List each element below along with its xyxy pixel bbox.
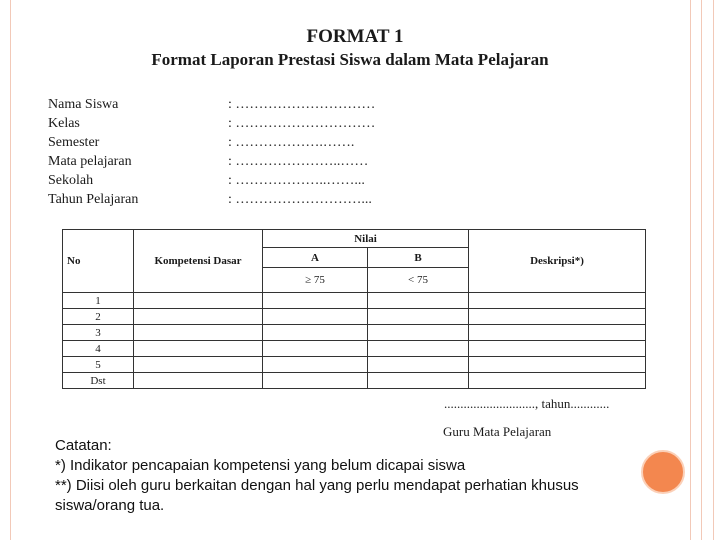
info-row-mapel	[48, 152, 375, 171]
slide-border-right	[690, 0, 702, 540]
cell-kompetensi	[134, 309, 263, 325]
cell-deskripsi	[469, 357, 646, 373]
row-number: 2	[63, 309, 134, 325]
cell-b	[368, 373, 469, 389]
signature-role: Guru Mata Pelajaran	[443, 424, 552, 439]
cell-kompetensi	[134, 341, 263, 357]
document-title: FORMAT 1	[306, 26, 404, 47]
header-a: A	[263, 248, 368, 268]
info-value: : …………………..……	[228, 154, 369, 169]
info-label: Mata pelajaran	[48, 154, 132, 169]
cell-b	[368, 325, 469, 341]
table-row	[63, 293, 646, 309]
row-number: 3	[63, 325, 134, 341]
table-row	[63, 357, 646, 373]
info-label: Nama Siswa	[48, 97, 119, 112]
slide-border-right-outer	[713, 0, 714, 540]
info-value: : ……………….…….	[228, 135, 355, 150]
info-value: : …………………………	[228, 116, 376, 131]
cell-deskripsi	[469, 373, 646, 389]
cell-a	[263, 325, 368, 341]
header-nilai: Nilai	[263, 230, 469, 248]
cell-b	[368, 357, 469, 373]
info-label: Kelas	[48, 116, 80, 131]
table-row	[63, 341, 646, 357]
header-kompetensi: Kompetensi Dasar	[134, 230, 263, 293]
notes-block	[55, 436, 655, 516]
cell-deskripsi	[469, 325, 646, 341]
info-label: Sekolah	[48, 173, 94, 188]
table-row	[63, 325, 646, 341]
table-row	[63, 309, 646, 325]
row-number: 1	[63, 293, 134, 309]
cell-a	[263, 293, 368, 309]
info-row-kelas	[48, 114, 375, 133]
info-row-nama	[48, 95, 375, 114]
info-value: : …………………………	[228, 97, 376, 112]
table-row	[63, 373, 646, 389]
document-subtitle: Format Laporan Prestasi Siswa dalam Mata Pelajaran	[151, 50, 549, 69]
report-table	[62, 229, 646, 389]
notes-heading: Catatan:	[55, 437, 112, 454]
header-b: B	[368, 248, 469, 268]
info-value: : ………………………...	[228, 192, 372, 207]
cell-a	[263, 341, 368, 357]
cell-deskripsi	[469, 293, 646, 309]
row-number: Dst	[63, 373, 134, 389]
cell-deskripsi	[469, 341, 646, 357]
header-b-threshold: < 75	[368, 268, 469, 293]
header-a-threshold: ≥ 75	[263, 268, 368, 293]
cell-a	[263, 357, 368, 373]
notes-line-2: **) Diisi oleh guru berkaitan dengan hal yang perlu mendapat perhatian khusus siswa/orang tua.	[55, 477, 579, 514]
info-label: Tahun Pelajaran	[48, 192, 139, 207]
info-row-sekolah	[48, 171, 375, 190]
cell-a	[263, 373, 368, 389]
cell-b	[368, 293, 469, 309]
cell-kompetensi	[134, 325, 263, 341]
cell-kompetensi	[134, 373, 263, 389]
cell-kompetensi	[134, 293, 263, 309]
signature-place-date: ............................, tahun............	[444, 396, 610, 411]
cell-a	[263, 309, 368, 325]
cell-b	[368, 309, 469, 325]
cell-b	[368, 341, 469, 357]
info-row-semester	[48, 133, 375, 152]
cell-kompetensi	[134, 357, 263, 373]
notes-line-1: *) Indikator pencapaian kompetensi yang belum dicapai siswa	[55, 457, 466, 474]
header-deskripsi: Deskripsi*)	[469, 230, 646, 293]
cell-deskripsi	[469, 309, 646, 325]
row-number: 5	[63, 357, 134, 373]
info-row-tahun	[48, 190, 375, 209]
header-no: No	[63, 230, 134, 293]
info-label: Semester	[48, 135, 100, 150]
slide-border-left	[10, 0, 11, 540]
row-number: 4	[63, 341, 134, 357]
info-value: : ………………..……...	[228, 173, 365, 188]
student-info-list	[48, 95, 375, 209]
